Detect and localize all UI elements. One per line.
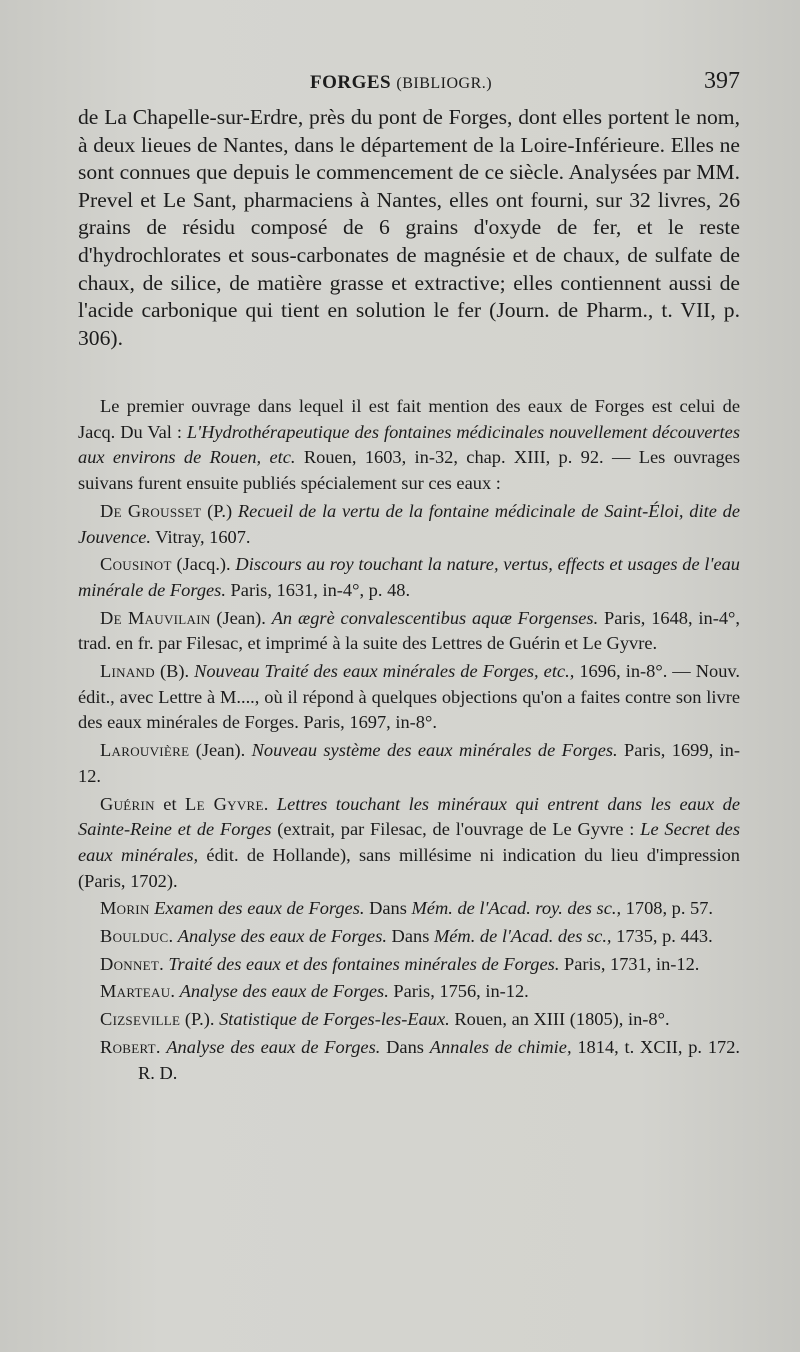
entry-author: De Mauvilain bbox=[100, 607, 211, 628]
entry-text: (B). bbox=[154, 661, 195, 682]
intro-text-end: Rouen, 1603, in-32, chap. XIII, p. 92. — Les ouvrages suivans furent ensuite publiés spécialement sur ces eaux : bbox=[78, 447, 740, 494]
entry-title: Nouveau système des eaux minérales de Forges. bbox=[251, 740, 618, 761]
body-paragraph-block bbox=[78, 104, 740, 352]
page-number: 397 bbox=[704, 68, 740, 94]
entry-text: (Jean). bbox=[189, 740, 252, 761]
entry-text: Dans bbox=[364, 898, 412, 919]
entry-text: Dans bbox=[380, 1036, 430, 1057]
biblio-entry bbox=[78, 606, 740, 657]
entry-author: Guérin bbox=[100, 793, 155, 814]
entry-title: Statistique de Forges-les-Eaux. bbox=[219, 1009, 450, 1030]
entry-author: Linand bbox=[100, 661, 155, 682]
biblio-entry bbox=[78, 499, 740, 550]
entry-title: Annales de chimie, bbox=[429, 1036, 572, 1057]
entry-text: . bbox=[263, 793, 277, 814]
entry-text: Vitray, 1607. bbox=[151, 526, 251, 547]
entry-text: 1696, in-8°. — Nouv. édit., avec Lettre à M...., où il répond à quelques objections qu'on a faites contre son livre des eaux minérales de Forges. Paris, 1697, in-8°. bbox=[78, 661, 740, 733]
entry-text: 1735, p. 443. bbox=[611, 926, 713, 947]
biblio-entry bbox=[78, 738, 740, 789]
entry-author: De Grousset bbox=[100, 500, 202, 521]
entry-text: et bbox=[154, 793, 186, 814]
entry-title: Nouveau Traité des eaux minérales de Forges, etc., bbox=[194, 661, 575, 682]
entry-author: Robert bbox=[100, 1036, 156, 1057]
entry-author: Marteau bbox=[100, 981, 171, 1002]
entry-title: Mém. de l'Acad. des sc., bbox=[433, 926, 612, 947]
entry-title: Examen des eaux de Forges. bbox=[154, 898, 365, 919]
entry-title: Le Secret des eaux minérales, bbox=[78, 819, 741, 865]
intro-text: Le premier ouvrage dans lequel il est fait mention des eaux de Forges est celui de Jacq. Du Val : bbox=[78, 396, 740, 442]
author-signature: R. D. bbox=[138, 1062, 178, 1083]
entry-text: (P.). bbox=[180, 1009, 220, 1030]
entry-title: An ægrè convalescentibus aquæ Forgenses. bbox=[271, 607, 599, 628]
entry-text: . bbox=[168, 926, 178, 947]
entry-text: . bbox=[159, 953, 169, 974]
running-title-main: FORGES bbox=[310, 72, 392, 93]
bibliography-intro bbox=[78, 394, 740, 497]
entry-author: Le Gyvre bbox=[185, 793, 264, 814]
entry-author: Cizseville bbox=[100, 1009, 181, 1030]
entry-text: Paris, 1756, in-12. bbox=[388, 981, 529, 1002]
biblio-entry bbox=[78, 952, 740, 978]
entry-title: Mém. de l'Acad. roy. des sc., bbox=[411, 898, 622, 919]
entry-author: Larouvière bbox=[100, 740, 190, 761]
biblio-entry bbox=[78, 924, 740, 950]
biblio-entry bbox=[78, 896, 740, 922]
entry-text: 1708, p. 57. bbox=[621, 898, 714, 919]
entry-title: Discours au roy touchant la nature, vertus, effects et usages de l'eau minérale de Forges. bbox=[78, 554, 740, 600]
entry-title: Analyse des eaux de Forges. bbox=[177, 926, 387, 947]
running-title bbox=[310, 72, 492, 94]
biblio-entry bbox=[78, 979, 740, 1005]
entry-text: Paris, 1648, in-4°, trad. en fr. par Filesac, et imprimé à la suite des Lettres de Guérin et Le Gyvre. bbox=[78, 607, 740, 654]
entry-author: Donnet bbox=[100, 953, 160, 974]
entry-text: . bbox=[155, 1036, 167, 1057]
entry-text: (P.) bbox=[201, 500, 238, 521]
entry-text: . bbox=[170, 981, 180, 1002]
bibliography bbox=[78, 394, 740, 1086]
entry-author: Morin bbox=[100, 898, 150, 919]
entry-title: Traité des eaux et des fontaines minérales de Forges. bbox=[168, 953, 560, 974]
biblio-entry bbox=[78, 1035, 740, 1086]
intro-title: L'Hydrothérapeutique des fontaines médicinales nouvellement découvertes aux environs de Rouen, etc. bbox=[78, 421, 740, 468]
biblio-entry bbox=[78, 792, 740, 895]
biblio-entry bbox=[78, 659, 740, 736]
entry-text: Paris, 1699, in-12. bbox=[78, 740, 740, 786]
entry-text: Rouen, an XIII (1805), in-8°. bbox=[449, 1009, 670, 1030]
entry-text: (Jean). bbox=[210, 607, 272, 628]
entry-text: édit. de Hollande), sans millésime ni indication du lieu d'impression (Paris, 1702). bbox=[78, 844, 740, 891]
entry-text: (extrait, par Filesac, de l'ouvrage de Le Gyvre : bbox=[271, 819, 641, 840]
entry-text: (Jacq.). bbox=[171, 554, 236, 575]
entry-title: Analyse des eaux de Forges. bbox=[166, 1036, 381, 1057]
page-header bbox=[78, 70, 740, 102]
entry-text: 1814, t. XCII, p. 172. bbox=[571, 1036, 741, 1057]
biblio-entry bbox=[78, 552, 740, 603]
entry-text: Dans bbox=[386, 926, 434, 947]
entry-title: Analyse des eaux de Forges. bbox=[179, 981, 389, 1002]
entry-author: Boulduc bbox=[100, 926, 169, 947]
entry-title: Lettres touchant les minéraux qui entrent dans les eaux de Sainte-Reine et de Forges bbox=[78, 793, 741, 840]
running-title-sub: (BIBLIOGR.) bbox=[396, 75, 493, 92]
entry-text: Paris, 1731, in-12. bbox=[559, 953, 700, 974]
biblio-entry bbox=[78, 1007, 740, 1033]
entry-author: Cousinot bbox=[100, 554, 172, 575]
body-paragraph: de La Chapelle-sur-Erdre, près du pont de Forges, dont elles portent le nom, à deux lieues de Nantes, dans le département de la Loire-Inférieure. Elles ne sont connues que depuis le commencement de ce siècle. Analysées par MM. Prevel et Le Sant, pharmaciens à Nantes, elles ont fourni, sur 32 livres, 26 grains de résidu composé de 6 grains d'oxyde de fer, et le reste d'hydrochlorates et sous-carbonates de magnésie et de chaux, de sulfate de chaux, de silice, de matière grasse et extractive; elles contiennent aussi de l'acide carbonique qui tient en solution le fer (Journ. de Pharm., t. VII, p. 306). bbox=[78, 105, 740, 350]
entry-title: Recueil de la vertu de la fontaine médicinale de Saint-Éloi, dite de Jouvence. bbox=[78, 500, 740, 547]
entry-text: Paris, 1631, in-4°, p. 48. bbox=[225, 579, 411, 600]
